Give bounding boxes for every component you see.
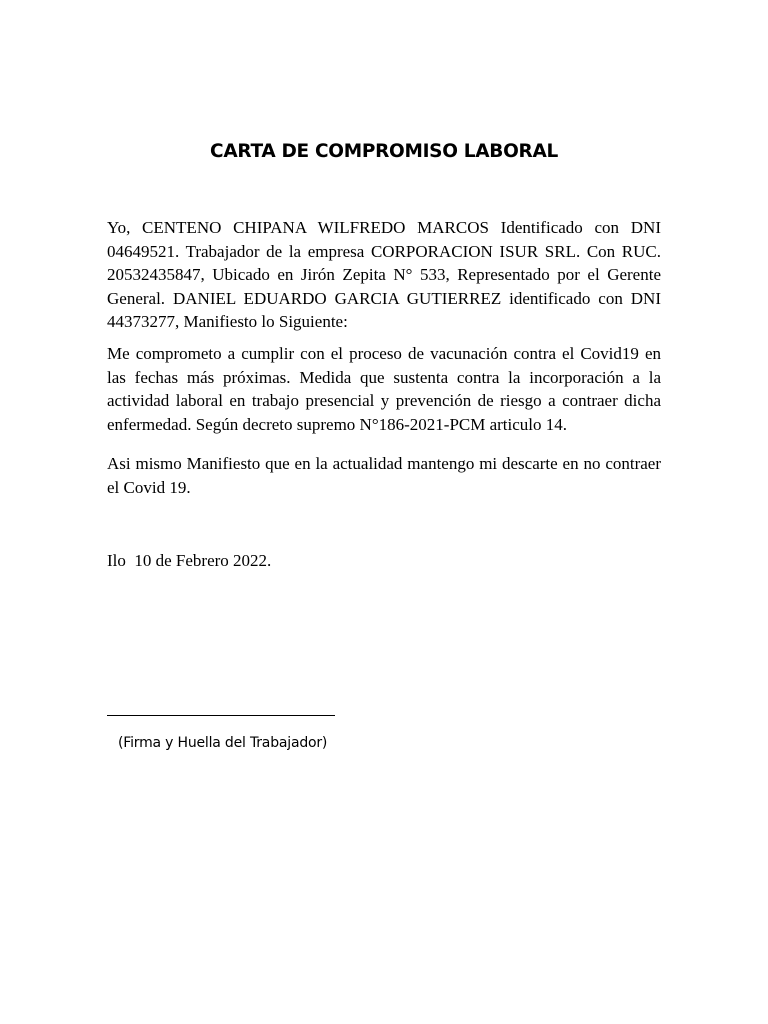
paragraph-declaration: Yo, CENTENO CHIPANA WILFREDO MARCOS Identificado con DNI 04649521. Trabajador de la empresa CORPORACION ISUR SRL. Con RUC. 20532435847, Ubicado en Jirón Zepita N° 533, Representado por el Gerente General. DANIEL EDUARDO GARCIA GUTIERREZ identificado con DNI 44373277, Manifiesto lo Siguiente: (107, 218, 661, 331)
paragraph-statement: Asi mismo Manifiesto que en la actualidad mantengo mi descarte en no contraer el Covid 19. (107, 454, 661, 497)
signature-caption: (Firma y Huella del Trabajador) (118, 735, 328, 751)
date-line: Ilo 10 de Febrero 2022. (107, 551, 272, 570)
signature-line (107, 715, 335, 716)
document-title: CARTA DE COMPROMISO LABORAL (210, 141, 558, 162)
paragraph-commitment: Me comprometo a cumplir con el proceso de vacunación contra el Covid19 en las fechas más próximas. Medida que sustenta contra la incorporación a la actividad laboral en trabajo presencial y prevención de riesgo a contraer dicha enfermedad. Según decreto supremo N°186-2021-PCM articulo 14. (107, 344, 661, 434)
